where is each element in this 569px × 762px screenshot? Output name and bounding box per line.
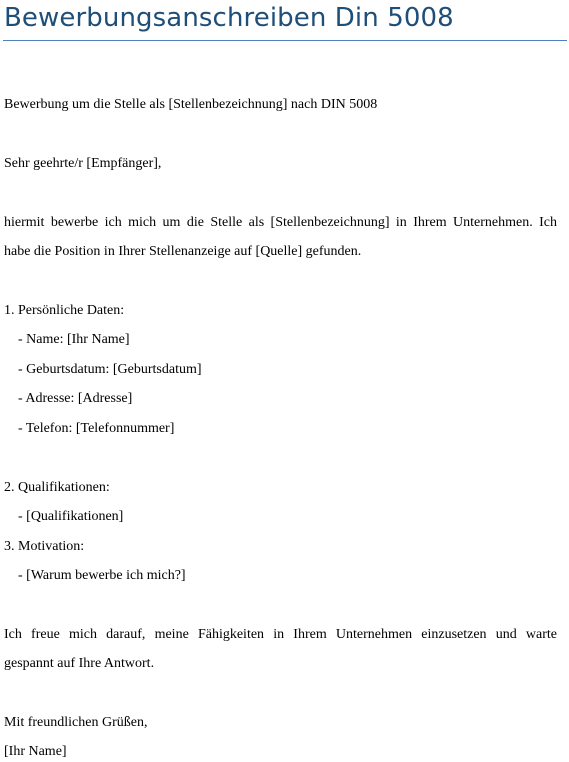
intro-line-2: habe die Position in Ihrer Stellenanzeige auf [Quelle] gefunden. xyxy=(4,244,362,259)
list-item-phone: - Telefon: [Telefonnummer] xyxy=(18,421,175,436)
section-qualifications-heading: 2. Qualifikationen: xyxy=(4,480,110,495)
intro-line-1: hiermit bewerbe ich mich um die Stelle als [Stellenbezeichnung] in Ihrem Unternehmen. Ich xyxy=(4,215,557,230)
list-item-qualifications: - [Qualifikationen] xyxy=(18,509,124,524)
regards: Mit freundlichen Grüßen, xyxy=(4,715,148,730)
closing-line-2: gespannt auf Ihre Antwort. xyxy=(4,656,155,671)
section-personal-heading: 1. Persönliche Daten: xyxy=(4,303,125,318)
section-motivation-heading: 3. Motivation: xyxy=(4,539,85,554)
document-title: Bewerbungsanschreiben Din 5008 xyxy=(4,3,454,33)
list-item-birthdate: - Geburtsdatum: [Geburtsdatum] xyxy=(18,362,202,377)
list-item-address: - Adresse: [Adresse] xyxy=(18,391,133,406)
list-item-name: - Name: [Ihr Name] xyxy=(18,332,130,347)
signature-name: [Ihr Name] xyxy=(4,744,67,759)
title-underline xyxy=(3,40,567,41)
list-item-motivation: - [Warum bewerbe ich mich?] xyxy=(18,568,186,583)
subject-line: Bewerbung um die Stelle als [Stellenbezeichnung] nach DIN 5008 xyxy=(4,97,378,112)
closing-line-1: Ich freue mich darauf, meine Fähigkeiten in Ihrem Unternehmen einzusetzen und warte xyxy=(4,627,557,642)
salutation: Sehr geehrte/r [Empfänger], xyxy=(4,156,162,171)
